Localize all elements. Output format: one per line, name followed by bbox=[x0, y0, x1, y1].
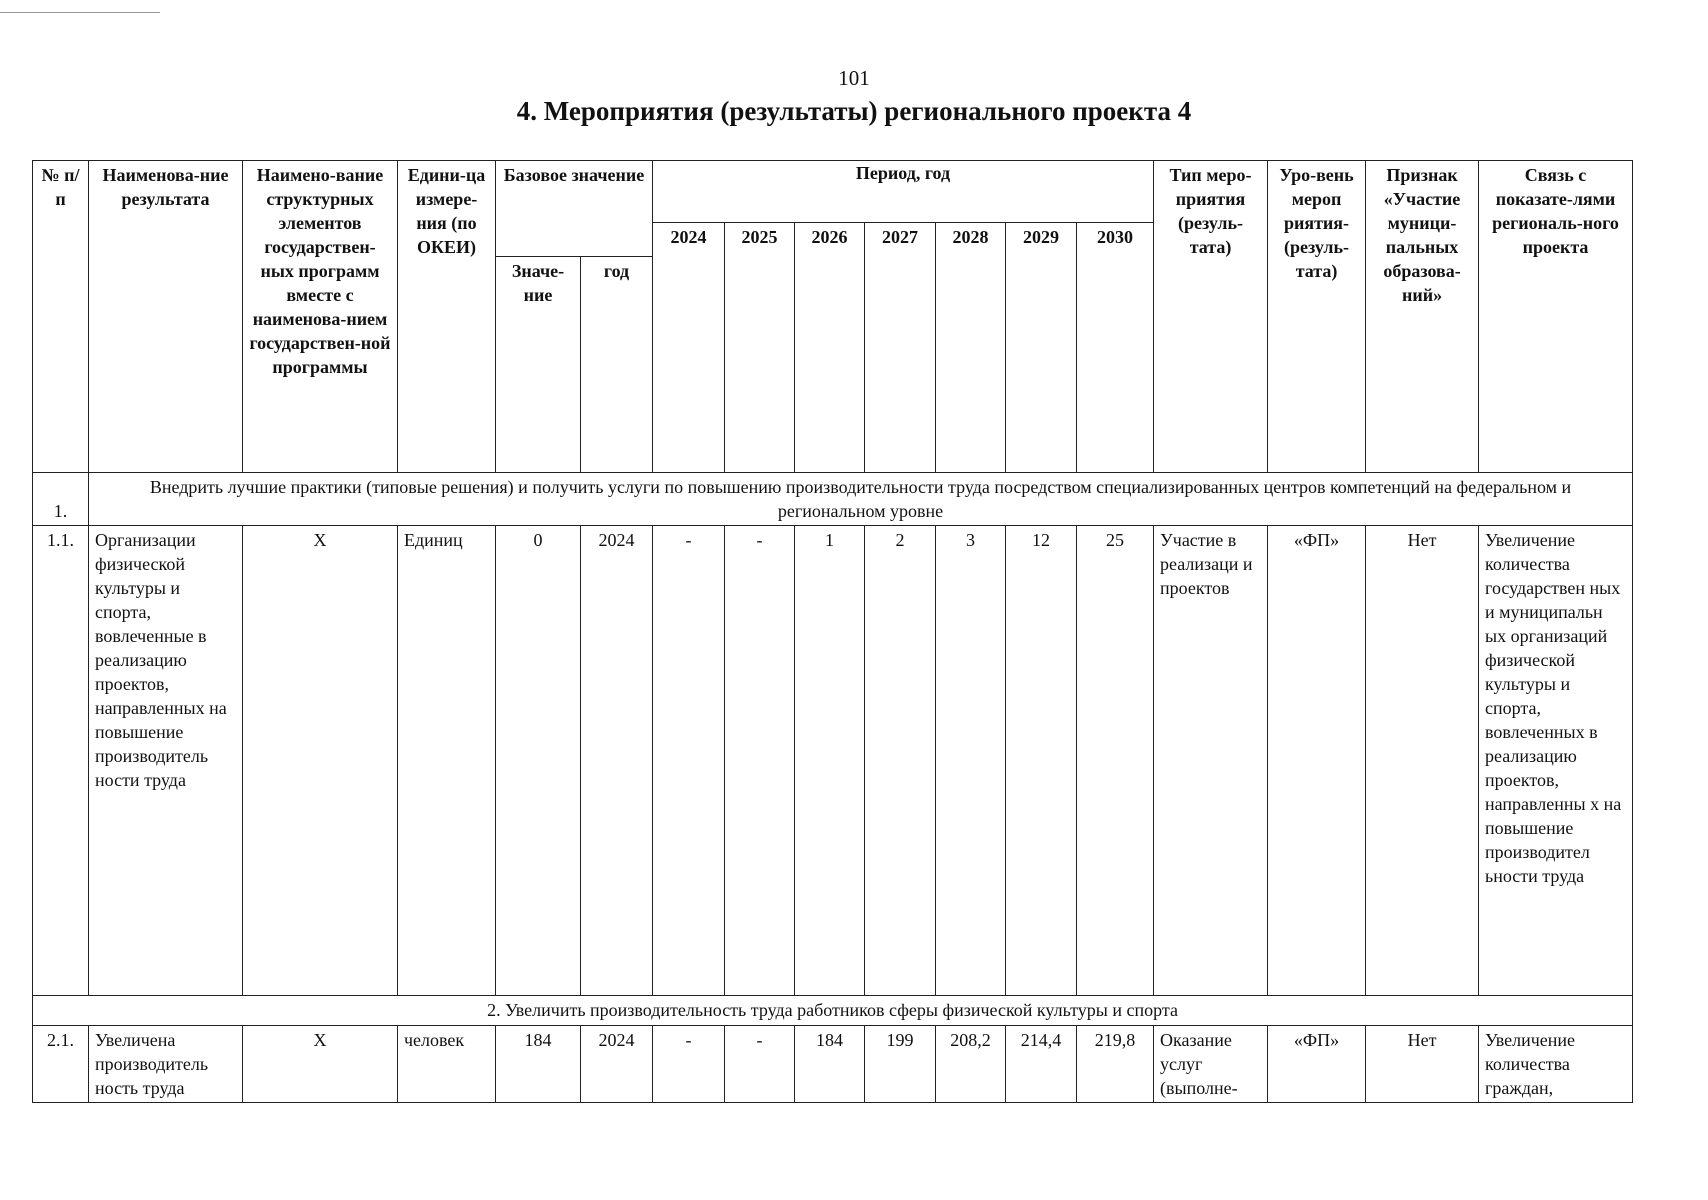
row-base-year: 2024 bbox=[581, 526, 653, 996]
header-year-2027: 2027 bbox=[865, 223, 936, 473]
row-level: «ФП» bbox=[1268, 526, 1366, 996]
row-value-2026: 1 bbox=[795, 526, 865, 996]
row-structural: X bbox=[243, 1026, 398, 1103]
table-row bbox=[33, 1026, 1633, 1103]
page-number: 101 bbox=[838, 66, 870, 90]
header-year-2025: 2025 bbox=[725, 223, 795, 473]
section-row bbox=[33, 473, 1633, 526]
header-link: Связь с показате-лями региональ-ного проекта bbox=[1479, 161, 1633, 473]
row-type: Оказание услуг (выполне- bbox=[1154, 1026, 1268, 1103]
page-title: 4. Мероприятия (результаты) регионального проекта 4 bbox=[516, 96, 1192, 126]
row-municipal: Нет bbox=[1366, 1026, 1479, 1103]
row-value-2025: - bbox=[725, 526, 795, 996]
row-name: Организации физической культуры и спорта, вовлеченные в реализацию проектов, направленных на повышение производитель ности труда bbox=[89, 526, 243, 996]
section-row bbox=[33, 996, 1633, 1026]
row-value-2025: - bbox=[725, 1026, 795, 1103]
row-municipal: Нет bbox=[1366, 526, 1479, 996]
header-year-2030: 2030 bbox=[1077, 223, 1154, 473]
row-value-2024: - bbox=[653, 1026, 725, 1103]
row-value-2028: 3 bbox=[936, 526, 1006, 996]
header-base-value: Базовое значение bbox=[496, 161, 653, 257]
section-title: Внедрить лучшие практики (типовые решения) и получить услуги по повышению производительности труда посредством специализированных центров компетенций на федеральном и региональном уровне bbox=[89, 473, 1633, 526]
header-year-2024: 2024 bbox=[653, 223, 725, 473]
row-value-2027: 2 bbox=[865, 526, 936, 996]
row-level: «ФП» bbox=[1268, 1026, 1366, 1103]
table-row bbox=[33, 526, 1633, 996]
row-value-2024: - bbox=[653, 526, 725, 996]
row-value-2030: 219,8 bbox=[1077, 1026, 1154, 1103]
row-base-year: 2024 bbox=[581, 1026, 653, 1103]
row-unit: человек bbox=[398, 1026, 496, 1103]
header-year-2026: 2026 bbox=[795, 223, 865, 473]
header-level: Уро-вень мероп риятия-(резуль-тата) bbox=[1268, 161, 1366, 473]
header-num: № п/п bbox=[33, 161, 89, 473]
header-unit: Едини-ца измере-ния (по ОКЕИ) bbox=[398, 161, 496, 473]
row-value-2030: 25 bbox=[1077, 526, 1154, 996]
header-base-val: Значе-ние bbox=[496, 257, 581, 473]
row-value-2026: 184 bbox=[795, 1026, 865, 1103]
section-number: 1. bbox=[33, 473, 89, 526]
header-base-year: год bbox=[581, 257, 653, 473]
header-structural-elements: Наимено-вание структурных элементов государствен-ных программ вместе с наименова-нием государствен-ной программы bbox=[243, 161, 398, 473]
row-value-2029: 12 bbox=[1006, 526, 1077, 996]
row-value-2029: 214,4 bbox=[1006, 1026, 1077, 1103]
header-row-1 bbox=[33, 161, 1633, 223]
row-number: 2.1. bbox=[33, 1026, 89, 1103]
row-value-2027: 199 bbox=[865, 1026, 936, 1103]
header-year-2028: 2028 bbox=[936, 223, 1006, 473]
row-name: Увеличена производитель ность труда bbox=[89, 1026, 243, 1103]
row-base-value: 0 bbox=[496, 526, 581, 996]
section-title: 2. Увеличить производительность труда работников сферы физической культуры и спорта bbox=[33, 996, 1633, 1026]
header-result-name: Наименова-ние результата bbox=[89, 161, 243, 473]
header-period: Период, год bbox=[653, 161, 1154, 223]
row-unit: Единиц bbox=[398, 526, 496, 996]
header-municipal: Признак «Участие муници-пальных образова-ний» bbox=[1366, 161, 1479, 473]
row-link: Увеличение количества государствен ных и муниципальн ых организаций физической культуры и спорта, вовлеченных в реализацию проектов, направленны х на повышение производител ьности труда bbox=[1479, 526, 1633, 996]
results-table bbox=[32, 160, 1633, 1103]
header-type: Тип меро-приятия (резуль-тата) bbox=[1154, 161, 1268, 473]
row-base-value: 184 bbox=[496, 1026, 581, 1103]
row-value-2028: 208,2 bbox=[936, 1026, 1006, 1103]
row-number: 1.1. bbox=[33, 526, 89, 996]
header-year-2029: 2029 bbox=[1006, 223, 1077, 473]
row-type: Участие в реализаци и проектов bbox=[1154, 526, 1268, 996]
row-structural: X bbox=[243, 526, 398, 996]
row-link: Увеличение количества граждан, bbox=[1479, 1026, 1633, 1103]
scan-artifact-line bbox=[0, 12, 160, 13]
